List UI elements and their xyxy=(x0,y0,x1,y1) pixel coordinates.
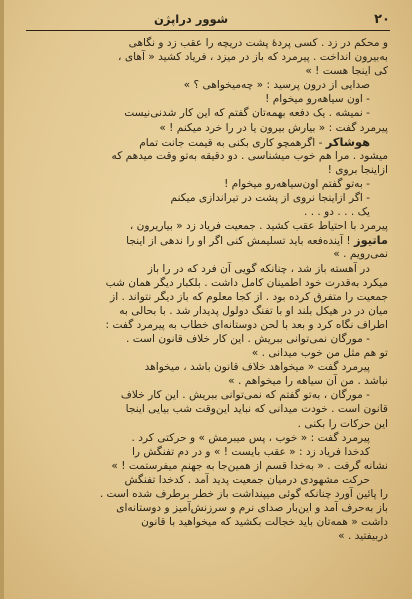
line-text: پیرمرد گفت : « خوب ، پس میبرمش » و حرکتی کرد . xyxy=(131,431,370,444)
line-text: ازاینجا بروی ! xyxy=(327,163,388,176)
text-line xyxy=(28,50,388,64)
line-text: - اگر ازاینجا نروی از پشت در تیراندازی میکنم xyxy=(170,192,370,205)
text-line xyxy=(28,64,388,78)
line-text: نمی‌رویم . » xyxy=(333,248,388,261)
text-line xyxy=(28,473,388,487)
text-line xyxy=(28,163,388,177)
text-line xyxy=(28,402,388,416)
line-text: را پائین آورد چنانکه گوئی میپنداشت باز خطر برطرف شده است . xyxy=(99,488,388,500)
line-text: یک . . . دو . . . xyxy=(303,206,370,219)
text-line xyxy=(28,515,388,529)
line-text: نباشد . من آن سیاهه را میخواهم . » xyxy=(228,375,388,388)
text-line xyxy=(28,346,388,360)
text-line xyxy=(28,374,388,388)
line-text: پیرمرد گفت : « بیارش بیرون یا در را خرد میکنم ! » xyxy=(159,121,388,134)
line-text: به‌بیرون انداخت . پیرمرد که باز در میزد ، فریاد کشید « آهای ، xyxy=(118,51,388,64)
text-line xyxy=(28,304,388,318)
line-text: جمعیت را متفرق کرده بود . از کجا معلوم که باز دیگر نتواند . از xyxy=(110,290,388,303)
body-text xyxy=(28,36,388,589)
line-text: صدایی از درون پرسید : « چه‌میخواهی ؟ » xyxy=(183,79,370,92)
line-text: پیرمرد گفت « میخواهد خلاف قانون باشد ، میخواهد xyxy=(144,361,370,374)
text-line xyxy=(28,78,388,92)
text-line xyxy=(28,205,388,219)
line-text: در آهسته باز شد ، چنانکه گویی آن فرد که در را باز xyxy=(147,262,370,275)
text-line xyxy=(28,233,388,247)
header-rule xyxy=(26,30,390,31)
line-text: - مورگان نمی‌توانی ببریش . این کار خلاف قانون است . xyxy=(126,332,370,345)
line-text: دربیفتید . » xyxy=(338,530,388,543)
text-line xyxy=(28,135,388,149)
text-line xyxy=(28,529,388,543)
line-text: ! آینده‌فعه باید تسلیمش کنی اگر او را ندهی از اینجا xyxy=(126,235,351,248)
text-line xyxy=(28,92,388,106)
text-line xyxy=(28,177,388,191)
line-text: میشود . مرا هم خوب میشناسی . دو دقیقه به‌تو وقت میدهم که xyxy=(111,149,388,162)
text-line xyxy=(28,247,388,261)
speaker-name: هوشاکر xyxy=(325,134,370,149)
line-text: حرکت مشهودی درمیان جمعیت پدید آمد . کدخدا تفنگش xyxy=(124,473,370,486)
line-text: - مورگان ، به‌تو گفتم که نمی‌توانی ببریش . این کار خلاف xyxy=(120,389,370,402)
line-text: میان در در هیکل بلند او با تفنگ دولول پدیدار شد . با بحالی به xyxy=(119,304,388,317)
line-text: اطراف نگاه کرد و بعد با لحن دوستانه‌ای خطاب به پیرمرد گفت : xyxy=(105,318,388,331)
text-line xyxy=(28,332,388,346)
line-text: کدخدا فریاد زد : « عقب بایست ! » و در دم تفنگش را xyxy=(131,445,370,458)
text-line xyxy=(28,501,388,515)
text-line xyxy=(28,459,388,473)
line-text: قانون است . خودت میدانی که نباید این‌وقت شب بیایی اینجا xyxy=(125,403,388,416)
text-line xyxy=(28,360,388,374)
text-line xyxy=(28,290,388,304)
line-text: پیرمرد با احتیاط عقب کشید . جمعیت فریاد زد « بیاریرون ، xyxy=(129,220,388,233)
line-text: باز به‌حرف آمد و این‌بار صدای نرم و سرزنش‌آمیز و دوستانه‌ای xyxy=(116,502,388,515)
line-text: نشانه گرفت . « به‌خدا قسم از همین‌جا به جهنم میفرستمت ! » xyxy=(111,459,388,472)
line-text: - اگرهمچو کاری بکنی به قیمت جانت تمام xyxy=(139,136,323,149)
text-line xyxy=(28,487,388,501)
page-header xyxy=(26,9,390,29)
text-line xyxy=(28,219,388,233)
text-line xyxy=(28,121,388,135)
text-line xyxy=(28,431,388,445)
running-title: شوور دراپژن xyxy=(154,12,229,26)
text-line xyxy=(28,106,388,120)
text-line xyxy=(28,36,388,50)
line-text: تو هم مثل من خوب میدانی . » xyxy=(251,347,388,360)
speaker-name: ماتیوز xyxy=(354,233,388,248)
text-line xyxy=(28,417,388,431)
text-line xyxy=(28,388,388,402)
line-text: این حرکات را بکنی . xyxy=(297,417,388,430)
text-line xyxy=(28,318,388,332)
text-line xyxy=(28,191,388,205)
line-text: - نمیشه . یک دفعه بهمه‌تان گفتم که این کار شدنی‌نیست xyxy=(124,107,370,120)
line-text: - به‌تو گفتم اون‌سیاهه‌رو میخوام ! xyxy=(224,177,370,190)
line-text: داشت « همه‌تان باید خجالت بکشید که میخواهید با قانون xyxy=(141,516,388,529)
text-line xyxy=(28,262,388,276)
line-text: و محکم در زد . کسی پردهٔ پشت دریچه را عقب زد و نگاهی xyxy=(128,37,388,49)
page-number: ۲۰ xyxy=(374,11,390,27)
line-text: - اون سیاهه‌رو میخوام ! xyxy=(265,93,370,106)
text-line xyxy=(28,445,388,459)
text-line xyxy=(28,276,388,290)
line-text: کی اینجا هست ! » xyxy=(305,65,388,78)
line-text: میکرد به‌قدرت خود اطمینان کامل داشت . بلکبار دیگر همان شب xyxy=(105,276,388,289)
text-line xyxy=(28,149,388,163)
